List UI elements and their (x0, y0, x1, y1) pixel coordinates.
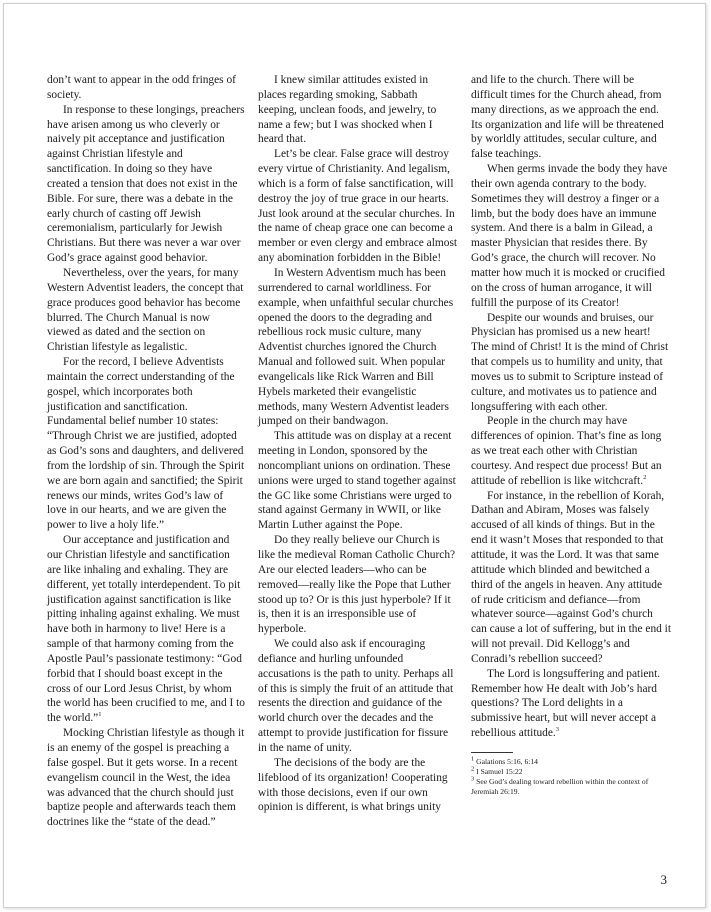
footnote-text: I Samuel 15:22 (476, 766, 523, 776)
paragraph (47, 533, 245, 726)
footnote (471, 777, 671, 797)
paragraph-text: People in the church may have differences of opinion. That’s fine as long as we treat each other with Christian courtesy. And respect due process! But an attitude of rebellion is like witchcraft. (471, 415, 662, 487)
footnote-marker: 1 (98, 711, 102, 719)
paragraph: and life to the church. There will be difficult times for the Church ahead, from many directions, as we approach the end. Its organization and life will be threatened by worldly attitudes, secular culture, and false teachings. (471, 74, 664, 161)
paragraph: For the record, I believe Adventists maintain the correct understanding of the gospel, which incorporates both justification and sanctification. Fundamental belief number 10 states: “Through Christ we are justified, adopted as God’s sons and daughters, and delivered from the lordship of sin. Through the Spirit we are born again and sanctified; the Spirit renews our minds, writes God’s law of love in our hearts, and we are given the power to live a holy life.” (47, 356, 245, 532)
paragraph: Mocking Christian lifestyle as though it is an enemy of the gospel is preaching a false gospel. But it gets worse. In a recent evangelism council in the West, the idea was advanced that the church should just baptize people and afterwards teach them doctrines like the “state of the dead.” (47, 727, 245, 829)
footnote-number: 3 (471, 775, 475, 783)
footnote-marker: 2 (643, 473, 647, 481)
paragraph: The decisions of the body are the lifeblood of its organization! Cooperating with those decisions, even if our own opinion is different, is what brings unity (258, 756, 448, 814)
paragraph (471, 414, 671, 488)
paragraph: I knew similar attitudes existed in places regarding smoking, Sabbath keeping, unclean foods, and jewelry, to name a few; but I was shocked when I heard that. (258, 74, 437, 146)
paragraph: In Western Adventism much has been surrendered to carnal worldliness. For example, when unfaithful secular churches opened the doors to the degrading and rebellious rock music culture, many Adventist churches ignored the Church Manual and followed suit. When popular evangelicals like Rick Warren and Bill Hybels marketed their evangelistic methods, many Western Adventist leaders jumped on their bandwagon. (258, 266, 454, 428)
paragraph: Let’s be clear. False grace will destroy every virtue of Christianity. And legalism, which is a form of false sanctification, will destroy the joy of true grace in our hearts. Just look around at the secular churches. In the name of cheap grace one can become a member or even clergy and embrace almost any abomination forbidden in the Bible! (258, 148, 458, 265)
paragraph: Do they really believe our Church is like the medieval Roman Catholic Church? Are our elected leaders—who can be removed—really like the Pope that Luther stood up to? Or is this just hyperbole? If it is, then it is an irresponsible use of hyperbole. (258, 534, 456, 636)
paragraph: For instance, in the rebellion of Korah, Dathan and Abiram, Moses was falsely accused of all kinds of things. But in the end it wasn’t Moses that responded to that attitude, it was the Lord. It was that same attitude which blinded and bewitched a third of the angels in heaven. Any attitude of rude criticism and defiance—from whatever source—against God’s church can cause a lot of suffering, but in the end it will not prevail. Did Kellogg’s and Conradi’s rebellion succeed? (471, 489, 672, 665)
paragraph-text: The Lord is longsuffering and patient. Remember how He dealt with Job’s hard questions? The Lord delights in a submissive heart, but will never accept a rebellious attitude. (471, 667, 661, 740)
column-1 (47, 73, 245, 830)
footnote (471, 757, 671, 767)
paragraph (471, 667, 671, 741)
footnote-divider (471, 752, 513, 753)
footnote-marker: 3 (555, 726, 560, 734)
paragraph: Nevertheless, over the years, for many Western Adventist leaders, the concept that grace produces good behavior has become blurred. The Church Manual is now viewed as dated and the section on Christian lifestyle as legalistic. (47, 266, 244, 354)
paragraph: Despite our wounds and bruises, our Physician has promised us a new heart! The mind of Christ! It is the mind of Christ that compels us to humility and unity, that moves us to submit to Scripture instead of culture, and motivates us to patience and longsuffering with each other. (471, 311, 669, 413)
column-3 (471, 73, 671, 797)
paragraph: We could also ask if encouraging defiance and hurling unfounded accusations is the path to unity. Perhaps all of this is simply the fruit of an attitude that resents the direction and guidance of the world church over the decades and the attempt to provide justification for fissure in the name of unity. (258, 638, 454, 754)
paragraph: In response to these longings, preachers have arisen among us who cleverly or naively pit acceptance and justification against Christian lifestyle and sanctification. In doing so they have created a tension that does not exist in the Bible. For sure, there was a debate in the early church of casting off Jewish ceremonialism, particularly for Jewish Christians. But there was never a war over God’s grace against good behavior. (47, 103, 245, 265)
footnote-text: Galations 5:16, 6:14 (476, 756, 538, 766)
footnote-number: 1 (471, 755, 475, 763)
footnote (471, 767, 671, 777)
paragraph: When germs invade the body they have their own agenda contrary to the body. Sometimes they will destroy a finger or a limb, but the body does have an immune system. And there is a balm in Gilead, a master Physician that resides there. By God’s grace, the church will recover. No matter how much it is mocked or crucified on the cross of human arrogance, it will fulfill the purpose of its Creator! (471, 163, 668, 309)
page-number: 3 (660, 872, 667, 887)
paragraph-text: Our acceptance and justification and our Christian lifestyle and sanctification are like inhaling and exhaling. They are different, yet totally interdependent. To pit justification against sanctification is like pitting inhaling against exhaling. We must have both in harmony to live! Here is a sample of that harmony coming from the Apostle Paul’s passionate testimony: “God forbid that I should boast except in the cross of our Lord Jesus Christ, by whom the world has been crucified to me, and I to the world.” (47, 534, 246, 725)
paragraph: don’t want to appear in the odd fringes of society. (47, 74, 236, 101)
footnote-number: 2 (471, 765, 475, 773)
paragraph: This attitude was on display at a recent meeting in London, sponsored by the noncompliant unions on ordination. These unions were urged to stand together against the GC like some Christians were urged to stand against Germany in WWII, or like Martin Luther against the Pope. (258, 430, 456, 532)
footnote-text: See God’s dealing toward rebellion within the context of Jeremiah 26:19. (471, 776, 649, 796)
column-2 (258, 73, 458, 815)
